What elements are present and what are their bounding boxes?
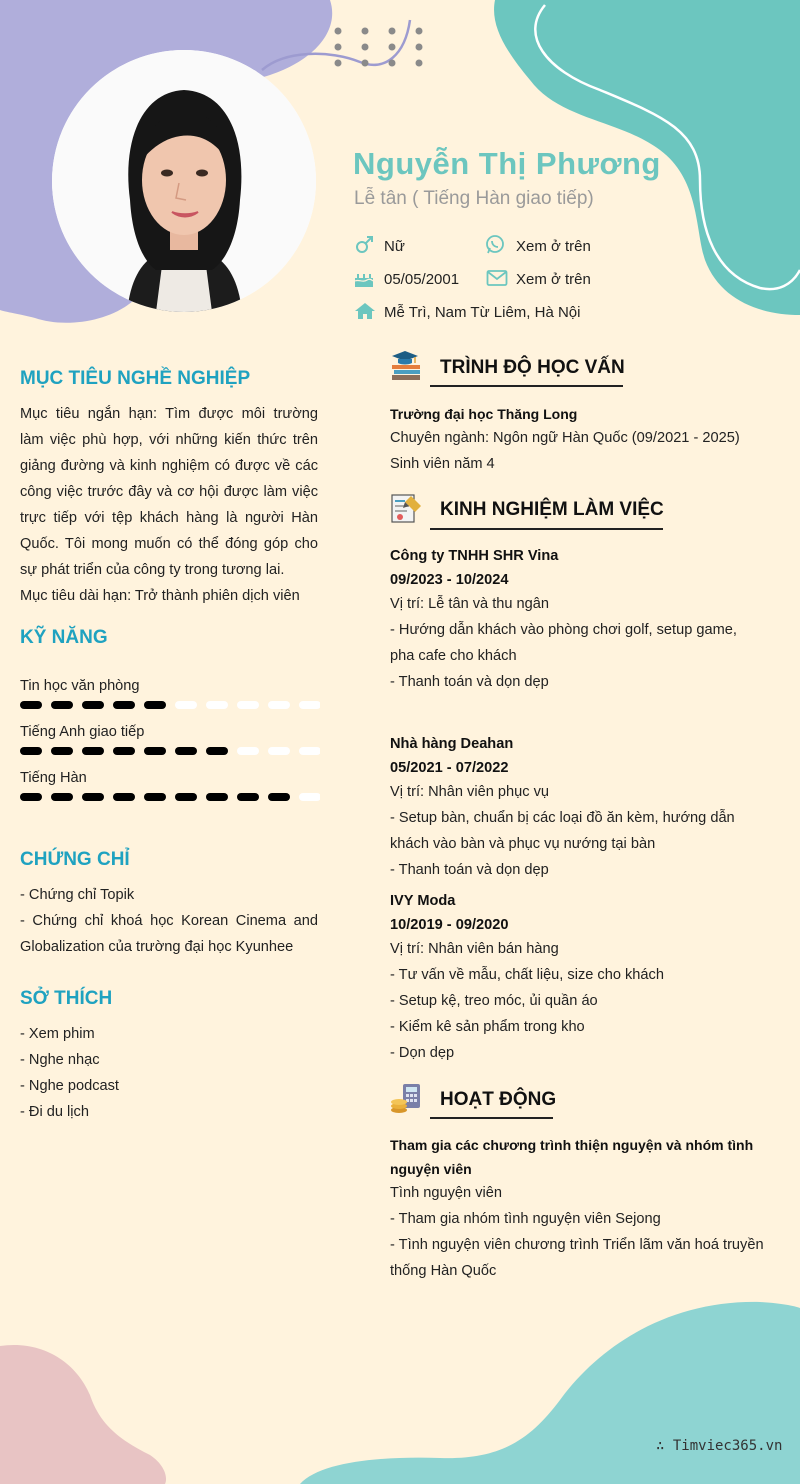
skill-label: Tin học văn phòng xyxy=(20,678,140,694)
job-period: 10/2019 - 09/2020 xyxy=(390,917,509,933)
skill-dot-empty xyxy=(299,747,320,755)
experience-underline xyxy=(430,528,663,530)
hobbies-heading: SỞ THÍCH xyxy=(20,988,113,1009)
certificates-text xyxy=(20,882,318,960)
coins-calculator-icon xyxy=(389,1082,423,1114)
skill-dot-filled xyxy=(206,747,228,755)
job-duty: - Kiểm kê sản phẩm trong kho xyxy=(390,1019,585,1035)
phone-value: Xem ở trên xyxy=(516,238,591,255)
activity-line: - Tham gia nhóm tình nguyện viên Sejong xyxy=(390,1211,661,1227)
graduation-books-icon xyxy=(389,350,423,382)
watermark: ∴ Timviec365.vn xyxy=(656,1438,783,1454)
home-icon xyxy=(354,301,376,321)
job-company: Nhà hàng Deahan xyxy=(390,736,514,752)
objective-line: trực tiếp với tệp khách hàng là người Hàn xyxy=(20,510,318,526)
certificates-heading: CHỨNG CHỈ xyxy=(20,849,130,870)
skill-level-bar xyxy=(20,746,320,756)
job-position: Vị trí: Nhân viên bán hàng xyxy=(390,941,559,957)
birthday-value: 05/05/2001 xyxy=(384,271,460,288)
certificate-line: - Chứng chỉ Topik xyxy=(20,887,135,903)
profile-photo xyxy=(52,50,316,312)
skill-level-bar xyxy=(20,792,320,802)
school-year: Sinh viên năm 4 xyxy=(390,456,495,472)
activity-role: Tình nguyện viên xyxy=(390,1185,502,1201)
skill-label: Tiếng Hàn xyxy=(20,770,87,786)
phone-icon xyxy=(485,234,507,254)
skill-dot-empty xyxy=(299,793,320,801)
skill-dot-filled xyxy=(144,793,166,801)
candidate-name: Nguyễn Thị Phương xyxy=(353,146,661,181)
school-name: Trường đại học Thăng Long xyxy=(390,406,578,422)
pink-blob xyxy=(0,1345,166,1484)
skill-dot-empty xyxy=(237,747,259,755)
education-heading: TRÌNH ĐỘ HỌC VẤN xyxy=(440,357,625,378)
skill-dot-filled xyxy=(113,793,135,801)
skill-dot-filled xyxy=(82,793,104,801)
address-value: Mễ Trì, Nam Từ Liêm, Hà Nội xyxy=(384,304,581,321)
email-icon xyxy=(486,268,508,288)
activities-underline xyxy=(430,1117,553,1119)
job-duty: khách vào bàn và phục vụ nướng tại bàn xyxy=(390,836,656,852)
objective-line: Quốc. Tôi mong muốn có thể đóng góp cho xyxy=(20,536,318,552)
school-major: Chuyên ngành: Ngôn ngữ Hàn Quốc (09/2021 - 2025) xyxy=(390,430,740,446)
skill-dot-filled xyxy=(51,747,73,755)
skill-dot-filled xyxy=(82,701,104,709)
skill-dot-empty xyxy=(206,701,228,709)
skill-dot-filled xyxy=(175,747,197,755)
job-duty: - Dọn dẹp xyxy=(390,1045,455,1061)
gender-value: Nữ xyxy=(384,238,405,255)
job-duty: pha cafe cho khách xyxy=(390,648,517,664)
objective-line: Mục tiêu dài hạn: Trở thành phiên dịch viên xyxy=(20,588,300,604)
hobby-item: - Đi du lịch xyxy=(20,1104,89,1120)
job-duty: - Thanh toán và dọn dẹp xyxy=(390,674,549,690)
objective-line: công việc trước đây và cơ hội được làm việc xyxy=(20,484,318,500)
dot-pattern xyxy=(335,28,423,67)
objective-heading: MỤC TIÊU NGHỀ NGHIỆP xyxy=(20,368,251,389)
certificate-line: - Chứng chỉ khoá học Korean Cinema and xyxy=(20,913,318,929)
activity-line: thống Hàn Quốc xyxy=(390,1263,497,1279)
skills-heading: KỸ NĂNG xyxy=(20,627,108,648)
job-company: IVY Moda xyxy=(390,893,456,909)
experience-heading: KINH NGHIỆM LÀM VIỆC xyxy=(440,499,664,520)
job-duty: - Tư vấn về mẫu, chất liệu, size cho khách xyxy=(390,967,664,983)
skill-dot-filled xyxy=(175,793,197,801)
skill-level-bar xyxy=(20,700,320,710)
skill-dot-filled xyxy=(144,701,166,709)
objective-line: Mục tiêu ngắn hạn: Tìm được môi trường xyxy=(20,406,318,422)
skill-dot-filled xyxy=(51,793,73,801)
skill-dot-filled xyxy=(82,747,104,755)
job-title: Lễ tân ( Tiếng Hàn giao tiếp) xyxy=(354,188,594,209)
work-document-icon xyxy=(389,492,423,524)
skill-dot-filled xyxy=(113,747,135,755)
gender-icon xyxy=(354,235,376,255)
hobby-item: - Xem phim xyxy=(20,1026,95,1042)
skill-dot-empty xyxy=(268,701,290,709)
skill-dot-filled xyxy=(237,793,259,801)
activity-line: - Tình nguyện viên chương trình Triển lãm văn hoá truyền xyxy=(390,1237,764,1253)
job-duty: - Setup kệ, treo móc, ủi quần áo xyxy=(390,993,598,1009)
skill-dot-empty xyxy=(237,701,259,709)
activity-heading-line: nguyện viên xyxy=(390,1161,472,1177)
job-period: 05/2021 - 07/2022 xyxy=(390,760,509,776)
skill-dot-empty xyxy=(268,747,290,755)
job-duty: - Hướng dẫn khách vào phòng chơi golf, setup game, xyxy=(390,622,737,638)
job-position: Vị trí: Lễ tân và thu ngân xyxy=(390,596,550,612)
activities-heading: HOẠT ĐỘNG xyxy=(440,1089,557,1110)
education-underline xyxy=(430,385,623,387)
hobbies-list xyxy=(20,1021,318,1125)
email-value: Xem ở trên xyxy=(516,271,591,288)
skill-dot-empty xyxy=(175,701,197,709)
teal-bottom-blob xyxy=(300,1302,800,1484)
skill-label: Tiếng Anh giao tiếp xyxy=(20,724,145,740)
hobby-item: - Nghe podcast xyxy=(20,1078,119,1094)
objective-line: làm việc phù hợp, với những kiến thức trên xyxy=(20,432,318,448)
skill-dot-filled xyxy=(20,701,42,709)
skill-dot-filled xyxy=(268,793,290,801)
birthday-cake-icon xyxy=(353,268,375,288)
hobby-item: - Nghe nhạc xyxy=(20,1052,100,1068)
skill-dot-filled xyxy=(144,747,166,755)
certificate-line: Globalization của trường đại học Kyunhee xyxy=(20,939,294,955)
job-period: 09/2023 - 10/2024 xyxy=(390,572,509,588)
job-company: Công ty TNHH SHR Vina xyxy=(390,548,559,564)
job-duty: - Setup bàn, chuẩn bị các loại đồ ăn kèm, hướng dẫn xyxy=(390,810,735,826)
skill-dot-filled xyxy=(51,701,73,709)
skill-dot-empty xyxy=(299,701,320,709)
skill-dot-filled xyxy=(20,747,42,755)
job-duty: - Thanh toán và dọn dẹp xyxy=(390,862,549,878)
skill-dot-filled xyxy=(20,793,42,801)
skill-dot-filled xyxy=(113,701,135,709)
job-position: Vị trí: Nhân viên phục vụ xyxy=(390,784,549,800)
skill-dot-filled xyxy=(206,793,228,801)
activity-heading-line: Tham gia các chương trình thiện nguyện và nhóm tình xyxy=(390,1137,754,1153)
objective-text xyxy=(20,401,318,609)
objective-line: sự phát triển của công ty trong tương lai. xyxy=(20,562,285,578)
objective-line: giảng đường và kinh nghiệm có được về các xyxy=(20,458,318,474)
